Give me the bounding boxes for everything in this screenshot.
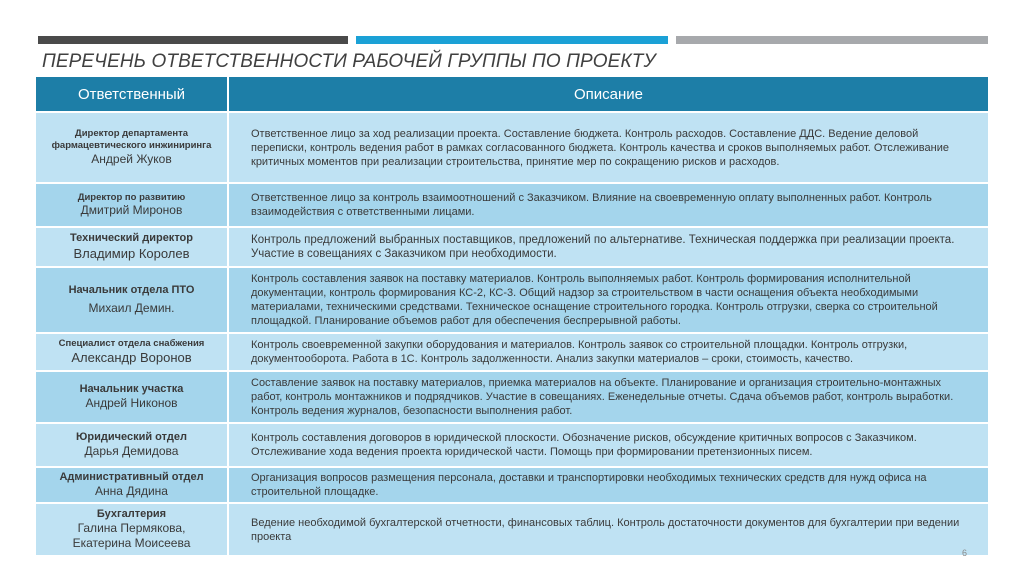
responsible-cell [36, 467, 228, 503]
header-description: Описание [228, 77, 988, 112]
responsible-cell [36, 503, 228, 555]
table-row [36, 503, 988, 555]
top-accent-bar-gray [676, 36, 988, 44]
position-title: Юридический отдел [76, 430, 187, 443]
page-title: ПЕРЕЧЕНЬ ОТВЕТСТВЕННОСТИ РАБОЧЕЙ ГРУППЫ ПО ПРОЕКТУ [42, 51, 656, 72]
table-row [36, 267, 988, 333]
position-title: Начальник участка [79, 382, 184, 395]
person-name: Дарья Демидова [84, 444, 179, 459]
position-title: Технический директор [70, 232, 193, 244]
description-cell: Ответственное лицо за контроль взаимоотношений с Заказчиком. Влияние на своевременную оплату выполненных работ. Контроль взаимодействия с ответственными лицами. [228, 183, 988, 227]
responsible-cell [36, 371, 228, 423]
person-name: Галина Пермякова, [77, 521, 186, 536]
person-name: Анна Дядина [95, 484, 168, 499]
description-cell: Контроль своевременной закупки оборудования и материалов. Контроль заявок со строительной площадки. Контроль отгрузки, документооборота. Работа в 1С. Контроль задолженности. Анализ закупки материалов – сроки, стоимость, качество. [228, 333, 988, 371]
table-row [36, 423, 988, 467]
page-number: 6 [962, 548, 968, 558]
table-row [36, 371, 988, 423]
table-row [36, 183, 988, 227]
header-responsible: Ответственный [36, 77, 228, 112]
position-title: Бухгалтерия [96, 507, 167, 520]
table-row [36, 112, 988, 183]
position-title: Начальник отдела ПТО [68, 283, 195, 296]
responsible-cell [36, 183, 228, 227]
responsibility-table [36, 77, 988, 555]
person-name: Дмитрий Миронов [80, 203, 183, 218]
description-cell: Контроль составления договоров в юридической плоскости. Обозначение рисков, обсуждение критичных вопросов с Заказчиком. Отслеживание хода ведения проекта юридической части. Помощь при формировании претензионных писем. [228, 423, 988, 467]
table-header-row [36, 77, 988, 112]
description-cell: Ответственное лицо за ход реализации проекта. Составление бюджета. Контроль расходов. Составление ДДС. Ведение деловой переписки, контроль ведения работ в рамках согласованного бюджета. Контроль качества и сроков выполняемых работ. Отслеживание критичных моментов при реализации строительства, принятие мер по сокращению рисков и расходов. [228, 112, 988, 183]
position-title: Административный отдел [59, 470, 204, 483]
responsible-cell [36, 423, 228, 467]
responsible-cell [36, 333, 228, 371]
person-name: Александр Воронов [71, 349, 192, 365]
responsible-cell [36, 267, 228, 333]
description-cell: Составление заявок на поставку материалов, приемка материалов на объекте. Планирование и организация строительно-монтажных работ, контроль монтажников и подрядчиков. Участие в совещаниях. Еженедельные отчеты. Сдача объемов работ, контроль выработки. Контроль ведения журналов, безопасности выполнения работ. [228, 371, 988, 423]
responsible-cell [36, 227, 228, 267]
description-cell: Организация вопросов размещения персонала, доставки и транспортировки необходимых технических средств для нужд офиса на строительной площадке. [228, 467, 988, 503]
table-row [36, 467, 988, 503]
person-name: Михаил Демин. [88, 301, 175, 316]
position-title: Директор департамента фармацевтического инжиниринга [51, 128, 212, 151]
person-name: Андрей Жуков [91, 151, 172, 166]
person-name: Андрей Никонов [85, 396, 178, 411]
table-row [36, 227, 988, 267]
person-name: Владимир Королев [73, 245, 190, 261]
person-name-second: Екатерина Моисеева [72, 536, 191, 551]
description-cell: Ведение необходимой бухгалтерской отчетности, финансовых таблиц. Контроль достаточности документов для бухгалтерии при ведении проекта [228, 503, 988, 555]
description-cell: Контроль предложений выбранных поставщиков, предложений по альтернативе. Техническая поддержка при реализации проекта. Участие в совещаниях с Заказчиком при необходимости. [228, 227, 988, 267]
position-title: Директор по развитию [77, 191, 186, 203]
table-row [36, 333, 988, 371]
responsible-cell [36, 112, 228, 183]
top-accent-bar-dark [38, 36, 348, 44]
position-title: Специалист отдела снабжения [58, 337, 205, 349]
top-accent-bar-blue [356, 36, 668, 44]
description-cell: Контроль составления заявок на поставку материалов. Контроль выполняемых работ. Контроль формирования исполнительной документации, контроль формирования КС-2, КС-3. Общий надзор за строительством в части оснащения объекта необходимыми материалами, техническими средствами. Техническое оснащение строительного городка. Контроль отгрузки, сверка со строительной площадкой. Планирование объемов работ для обеспечения беспрерывной работы. [228, 267, 988, 333]
